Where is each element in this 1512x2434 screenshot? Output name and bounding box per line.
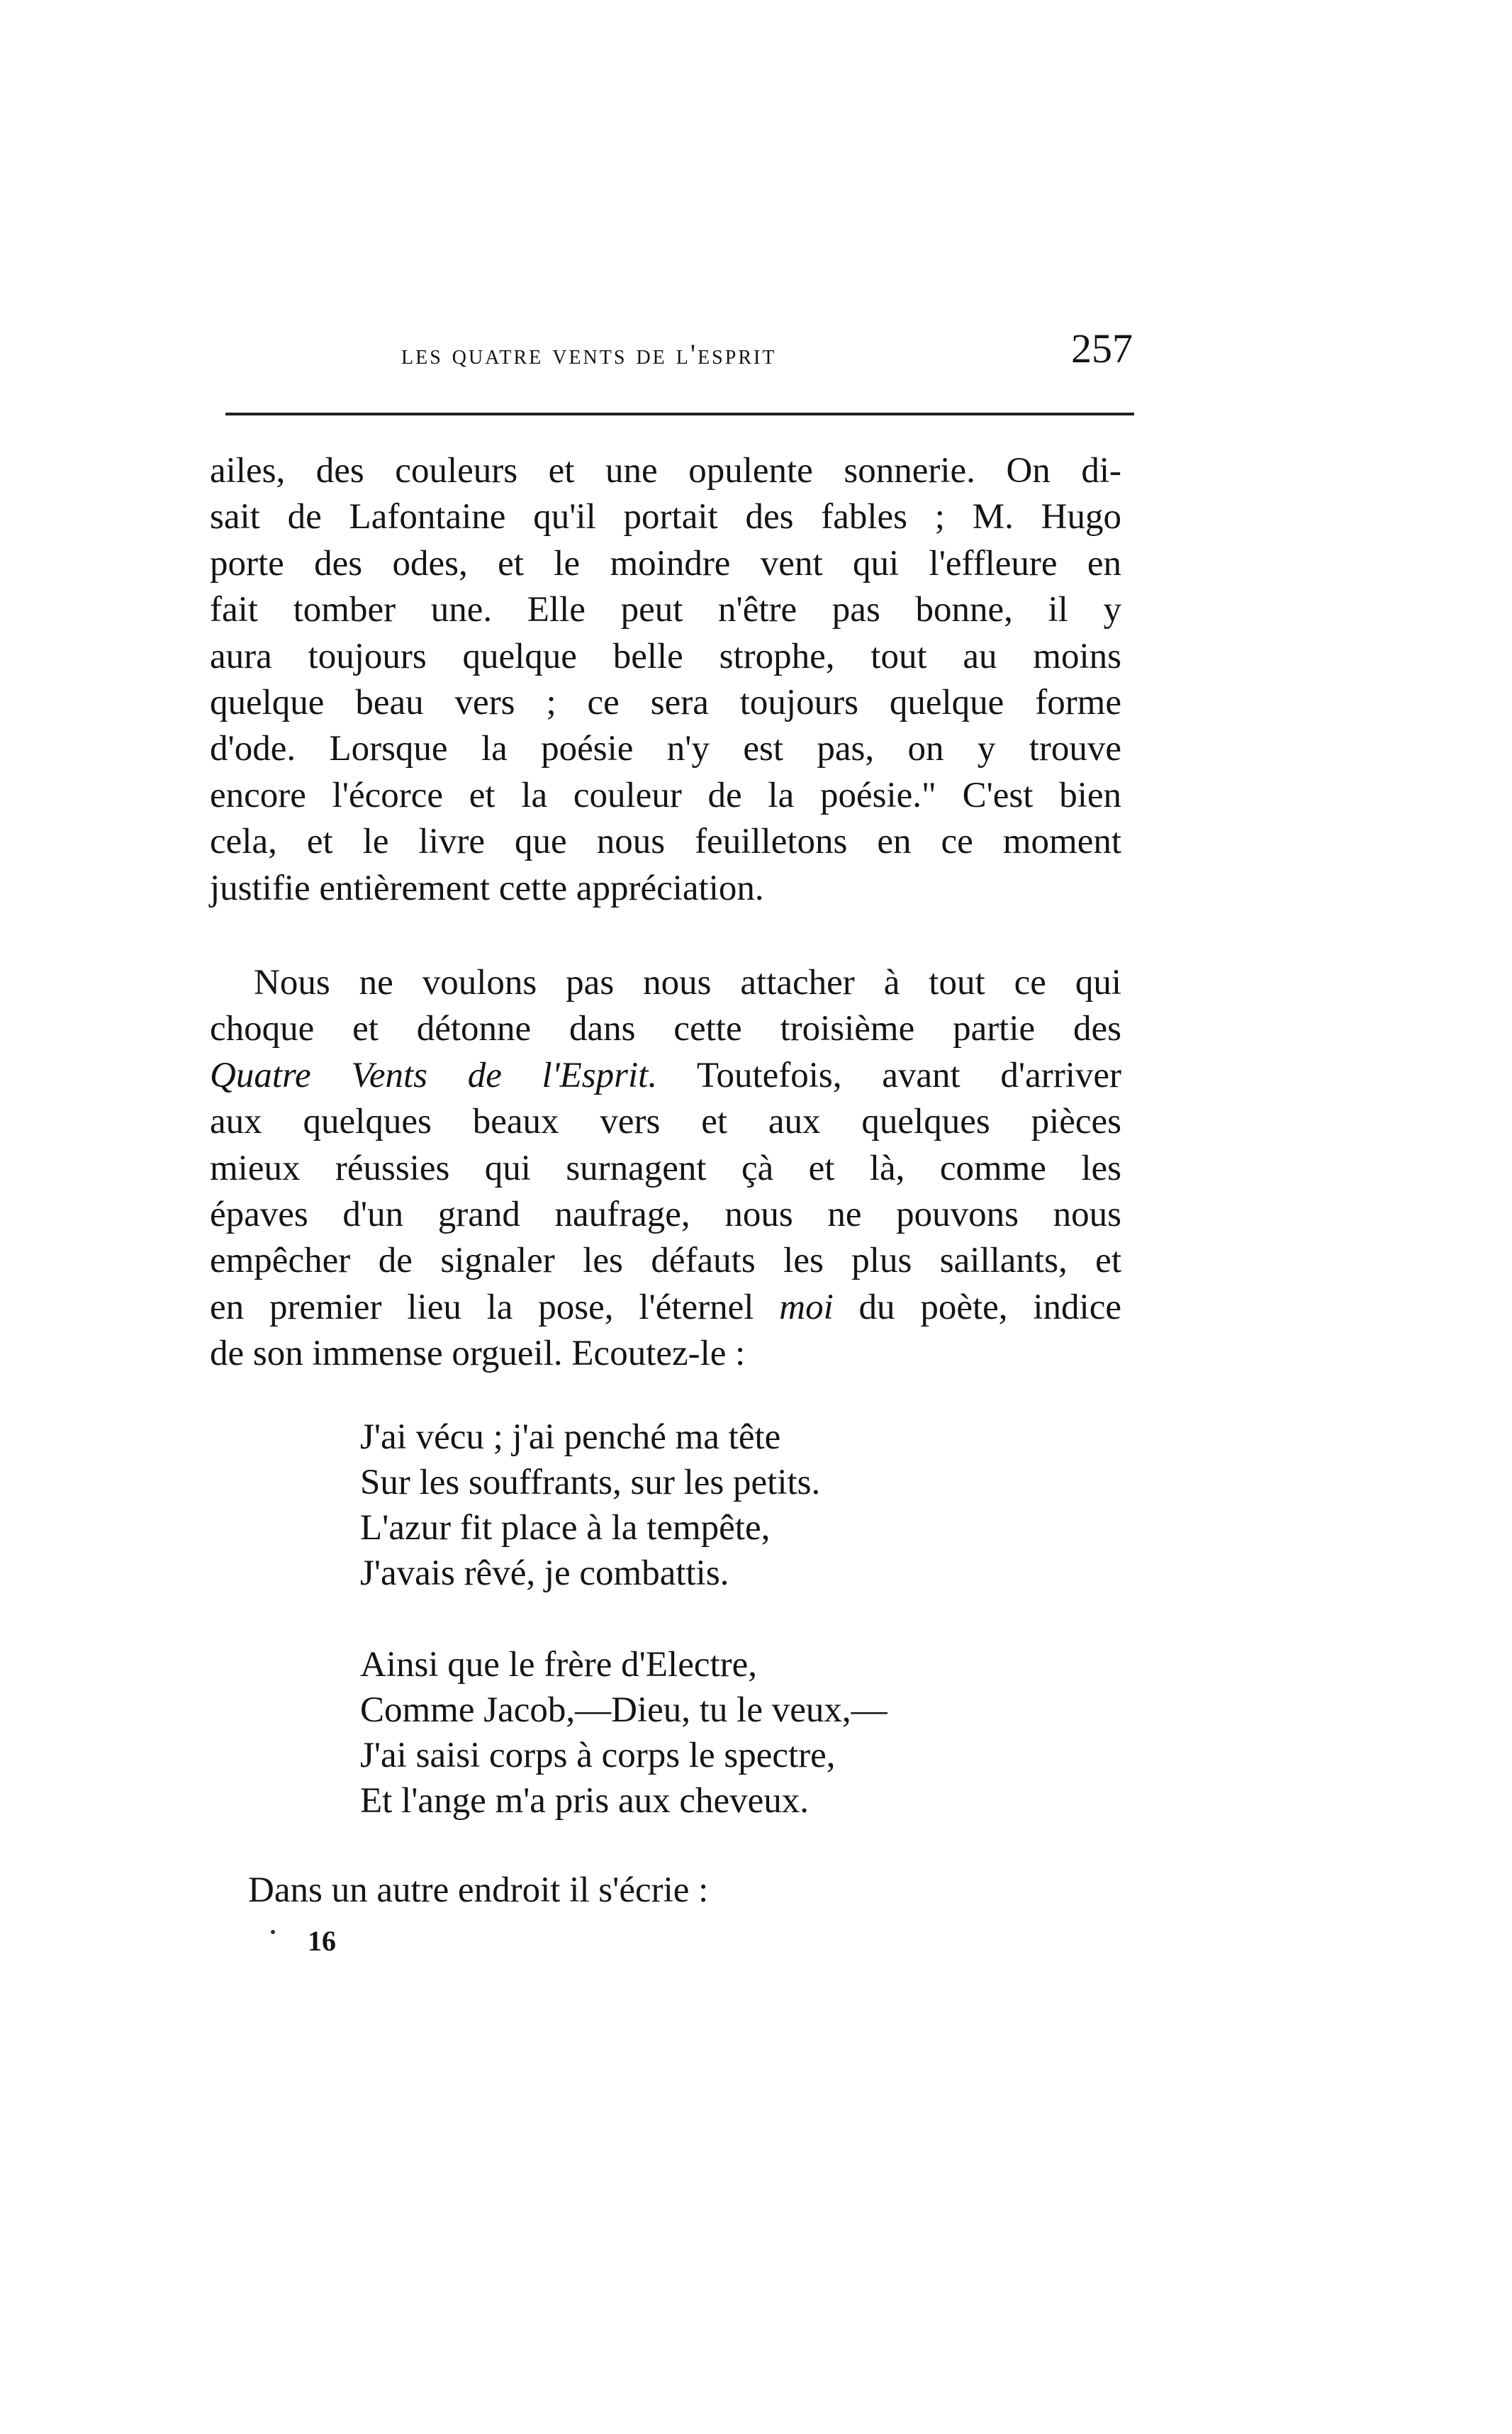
verse-line: Et l'ange m'a pris aux cheveux. [360,1781,809,1821]
text-line: mieux réussies qui surnagent çà et là, comme les [210,1148,1121,1188]
verse-line: J'avais rêvé, je combattis. [360,1553,729,1593]
printer-signature: 16 [308,1925,336,1957]
text-line: ailes, des couleurs et une opulente sonnerie. On di- [210,451,1121,491]
verse-line: Sur les souffrants, sur les petits. [360,1463,821,1502]
book-title-italic: Quatre Vents de l'Esprit. [210,1055,658,1095]
text-line: fait tomber une. Elle peut n'être pas bonne, il y [210,590,1121,630]
text-line: d'ode. Lorsque la poésie n'y est pas, on y trouve [210,729,1121,769]
text-line: aura toujours quelque belle strophe, tout au moins [210,636,1121,676]
text-line: Nous ne voulons pas nous attacher à tout ce qui [254,963,1121,1003]
paragraph-2 [210,960,1121,1378]
verse-line: Ainsi que le frère d'Electre, [360,1645,758,1685]
verse-line: J'ai vécu ; j'ai penché ma tête [360,1417,781,1457]
verse-line: Comme Jacob,—Dieu, tu le veux,— [360,1690,887,1730]
verse-line: J'ai saisi corps à corps le spectre, [360,1736,836,1775]
text-line: quelque beau vers ; ce sera toujours quelque forme [210,682,1121,722]
text-line: de son immense orgueil. Ecoutez-le : [210,1334,746,1374]
text-line: épaves d'un grand naufrage, nous ne pouvons nous [210,1194,1121,1234]
text-line: choque et détonne dans cette troisième partie des [210,1009,1121,1049]
text-line [210,1053,1121,1099]
text-line: encore l'écorce et la couleur de la poésie." C'est bien [210,775,1121,815]
header-rule [225,413,1134,415]
text-line [210,1285,1121,1331]
page-number: 257 [1071,325,1133,372]
verse-line: L'azur fit place à la tempête, [360,1508,771,1548]
text-line: porte des odes, et le moindre vent qui l'effleure en [210,543,1121,584]
poem-stanza-2 [360,1642,887,1824]
poem-stanza-1 [360,1414,820,1596]
text-span: en premier lieu la pose, l'éternel [210,1287,780,1327]
closing-line: Dans un autre endroit il s'écrie : [248,1870,709,1910]
paragraph-1 [210,448,1121,912]
text-span: du poète, indice [833,1287,1121,1327]
text-line: empêcher de signaler les défauts les plus saillants, et [210,1241,1121,1281]
text-line: aux quelques beaux vers et aux quelques pièces [210,1102,1121,1142]
text-span: Toutefois, avant d'arriver [657,1055,1121,1095]
signature-mark [271,1930,275,1934]
text-line: justifie entièrement cette appréciation. [210,868,764,908]
running-head [225,325,1133,374]
text-line: cela, et le livre que nous feuilletons en ce moment [210,822,1121,862]
running-title: les quatre vents de l'esprit [401,338,777,370]
text-line: sait de Lafontaine qu'il portait des fables ; M. Hugo [210,497,1121,537]
emphasis-italic: moi [779,1287,834,1327]
